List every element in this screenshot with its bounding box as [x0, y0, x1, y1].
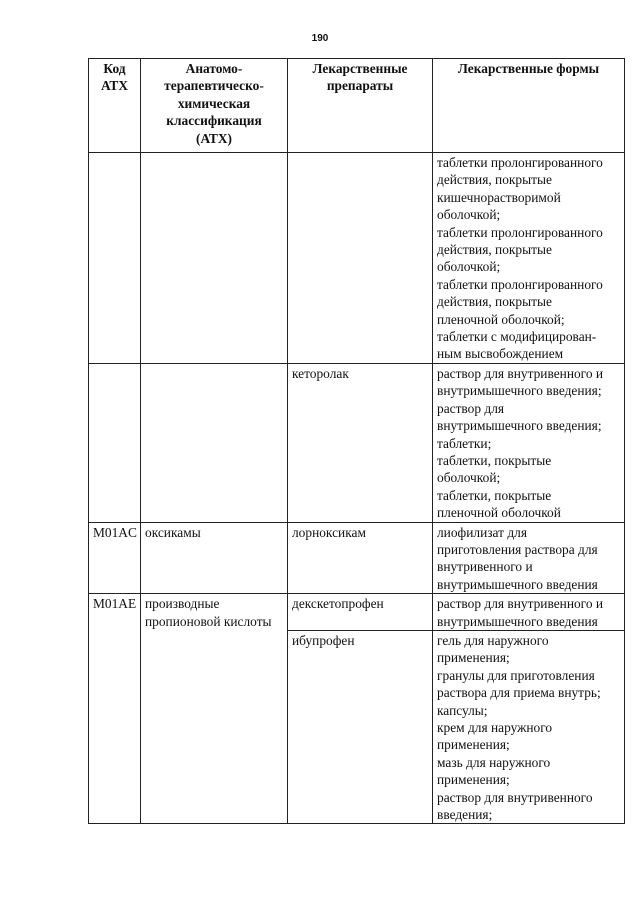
- table-row: [89, 363, 625, 522]
- cell-code: [89, 363, 141, 522]
- cell-drug: [288, 153, 433, 364]
- cell-code: M01AC: [89, 522, 141, 594]
- header-classification: Анатомо- терапевтическо- химическая классификация (АТХ): [141, 59, 288, 153]
- cell-classification: [141, 153, 288, 364]
- cell-forms: гель для наружного применения; гранулы для приготовления раствора для приема внутрь; капсулы; крем для наружного применения; мазь для наружного применения; раствор для внутривенного введения;: [433, 630, 625, 823]
- page-number: 190: [311, 33, 329, 44]
- header-forms: Лекарственные формы: [433, 59, 625, 153]
- table-row: [89, 522, 625, 594]
- cell-classification: производные пропионовой кислоты: [141, 594, 288, 824]
- table-header-row: [89, 59, 625, 153]
- cell-classification: [141, 363, 288, 522]
- cell-forms: раствор для внутривенного и внутримышечного введения; раствор для внутримышечного введения; таблетки; таблетки, покрытые оболочкой; таблетки, покрытые пленочной оболочкой: [433, 363, 625, 522]
- cell-code: [89, 153, 141, 364]
- header-drugs: Лекарственные препараты: [288, 59, 433, 153]
- cell-drug: лорноксикам: [288, 522, 433, 594]
- cell-drug: кеторолак: [288, 363, 433, 522]
- header-code: Код АТХ: [89, 59, 141, 153]
- table-row: [89, 153, 625, 364]
- cell-classification: оксикамы: [141, 522, 288, 594]
- cell-code: M01AE: [89, 594, 141, 824]
- cell-drug: ибупрофен: [288, 630, 433, 823]
- cell-forms: раствор для внутривенного и внутримышечного введения: [433, 594, 625, 631]
- atx-table: [88, 58, 625, 824]
- cell-forms: лиофилизат для приготовления раствора для внутривенного и внутримышечного введения: [433, 522, 625, 594]
- table-row: [89, 594, 625, 631]
- cell-drug: декскетопрофен: [288, 594, 433, 631]
- cell-forms: таблетки пролонгированного действия, покрытые кишечнорастворимой оболочкой; таблетки пролонгированного действия, покрытые оболочкой; таблетки пролонгированного действия, покрытые пленочной оболочкой; таблетки с модифицирован- ным высвобождением: [433, 153, 625, 364]
